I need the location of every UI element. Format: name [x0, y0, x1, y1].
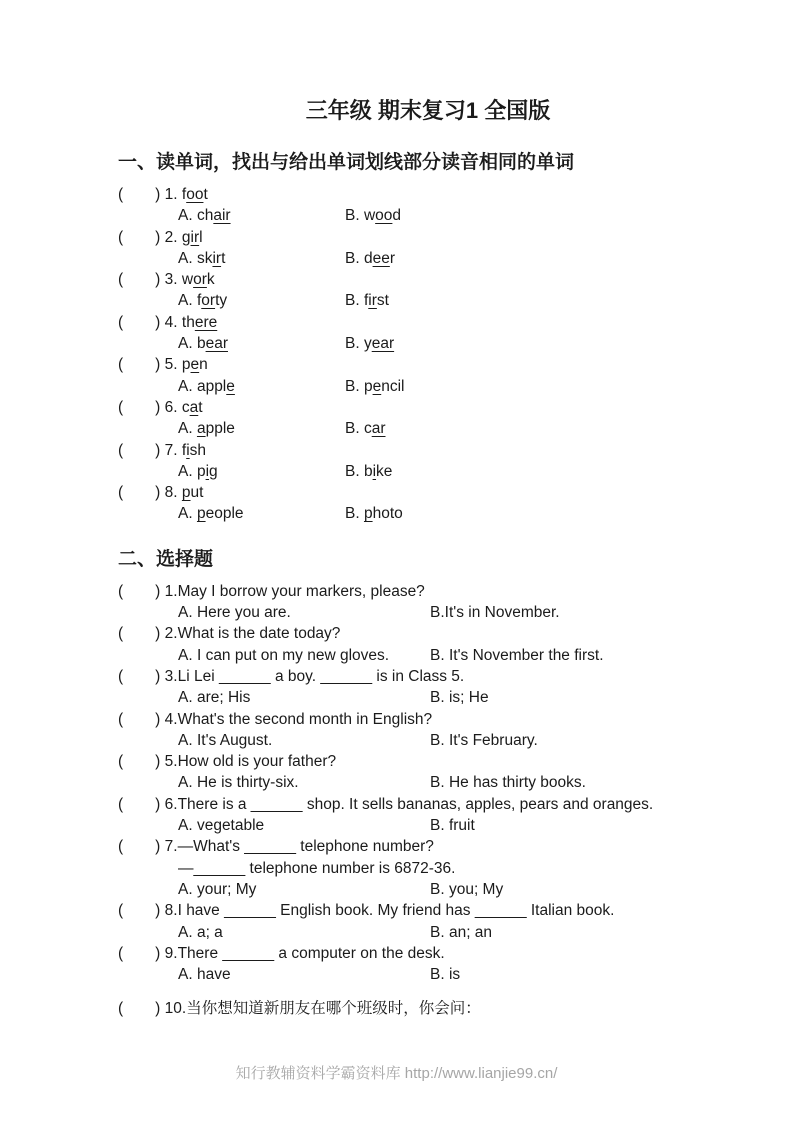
question-line: ( ) 7.—What's ______ telephone number?	[118, 838, 434, 856]
question-line: ( ) 7. fish	[118, 441, 207, 459]
option-b: B. It's November the first.	[430, 646, 604, 664]
question-word: fish	[181, 441, 207, 459]
question-line: ( ) 5.How old is your father?	[118, 753, 337, 771]
answer-bracket: ( )	[118, 441, 161, 459]
underlined-part: ir	[190, 228, 200, 246]
question-line: ( ) 8.I have ______ English book. My friend has ______ Italian book.	[118, 902, 615, 920]
question-word: cat	[181, 398, 203, 416]
question-line: ( ) 1.May I borrow your markers, please?	[118, 582, 425, 600]
answer-bracket: ( )	[118, 625, 161, 643]
option-row	[118, 879, 738, 900]
answer-bracket: ( )	[118, 186, 161, 203]
question-word: there	[181, 313, 218, 331]
option-row	[118, 418, 738, 439]
option-b: B. first	[345, 292, 389, 310]
option-b: B. year	[345, 335, 395, 353]
question-line: ( ) 6. cat	[118, 398, 203, 416]
option-b: B. bike	[345, 462, 393, 480]
underlined-part: or	[193, 271, 207, 289]
option-row	[118, 333, 738, 354]
answer-bracket: ( )	[118, 838, 161, 856]
question-line: ( ) 9.There ______ a computer on the desk.	[118, 944, 445, 962]
option-b: B. fruit	[430, 817, 475, 835]
option-b: B. He has thirty books.	[430, 774, 586, 792]
underlined-part: ir	[368, 292, 377, 310]
option-b: B. an; an	[430, 923, 493, 941]
answer-bracket: ( )	[118, 1000, 161, 1018]
option-a: A. people	[178, 505, 244, 523]
answer-bracket: ( )	[118, 795, 161, 813]
underlined-part: i	[205, 462, 210, 480]
section1-heading: 一、读单词，找出与给出单词划线部分读音相同的单词	[118, 152, 575, 173]
underlined-part: or	[201, 292, 216, 310]
option-b: B. is; He	[430, 689, 489, 707]
underlined-part: p	[196, 505, 206, 523]
option-row	[118, 645, 738, 666]
underlined-part: ar	[371, 420, 386, 438]
underlined-part: ir	[212, 249, 222, 267]
option-b: B. pencil	[345, 377, 405, 395]
option-row	[118, 815, 738, 836]
option-row	[118, 205, 738, 226]
option-a: A. forty	[178, 292, 228, 310]
option-a: A. He is thirty-six.	[178, 774, 299, 792]
option-b: B. deer	[345, 249, 395, 267]
footer-watermark: 知行教辅资料学霸资料库 http://www.lianjie99.cn/	[235, 1065, 558, 1082]
option-row	[118, 730, 738, 751]
option-a: A. a; a	[178, 923, 223, 941]
option-b: B. you; My	[430, 880, 504, 898]
exam-page	[118, 96, 738, 1020]
answer-bracket: ( )	[118, 398, 161, 416]
answer-bracket: ( )	[118, 356, 161, 374]
option-row	[118, 922, 738, 943]
underlined-part: ee	[372, 249, 390, 267]
option-a: A. vegetable	[178, 817, 265, 835]
question-line: ( ) 8. put	[118, 484, 204, 502]
question-continuation: —______ telephone number is 6872-36.	[178, 859, 456, 877]
question-word: put	[181, 484, 204, 502]
answer-bracket: ( )	[118, 271, 161, 289]
underlined-part: i	[372, 462, 377, 480]
option-a: A. bear	[178, 335, 228, 353]
question-line: ( ) 10.当你想知道新朋友在哪个班级时，你会问：	[118, 1000, 481, 1018]
section2-question-list	[118, 581, 738, 1020]
question-line: ( ) 3.Li Lei ______ a boy. ______ is in Class 5.	[118, 667, 465, 685]
option-row	[118, 602, 738, 623]
underlined-part: ear	[371, 335, 395, 353]
option-a: A. chair	[178, 207, 231, 225]
option-a: A. apple	[178, 377, 235, 395]
underlined-part: ere	[194, 313, 218, 331]
option-row	[118, 248, 738, 269]
option-b: B.It's in November.	[430, 604, 560, 622]
answer-bracket: ( )	[118, 667, 161, 685]
option-a: A. pig	[178, 462, 218, 480]
option-a: A. skirt	[178, 249, 226, 267]
question-line: ( ) 2.What is the date today?	[118, 625, 341, 643]
underlined-part: ear	[205, 335, 228, 353]
question-word: pen	[181, 356, 208, 374]
question-line: ( ) 5. pen	[118, 356, 208, 374]
answer-bracket: ( )	[118, 484, 161, 502]
answer-bracket: ( )	[118, 753, 161, 771]
option-a: A. your; My	[178, 880, 257, 898]
underlined-part: oo	[375, 207, 393, 225]
question-word: girl	[181, 228, 203, 246]
answer-bracket: ( )	[118, 710, 161, 728]
answer-bracket: ( )	[118, 902, 161, 920]
option-a: A. have	[178, 966, 231, 984]
option-row	[118, 687, 738, 708]
answer-bracket: ( )	[118, 582, 161, 600]
option-a: A. It's August.	[178, 731, 273, 749]
option-row	[118, 964, 738, 985]
underlined-part: e	[190, 356, 200, 374]
underlined-part: p	[363, 505, 373, 523]
underlined-part: air	[213, 207, 231, 225]
underlined-part: a	[196, 420, 206, 438]
underlined-part: p	[181, 484, 191, 502]
option-a: A. are; His	[178, 689, 251, 707]
option-b: B. is	[430, 966, 461, 984]
question-line: ( ) 1. foot	[118, 186, 208, 203]
answer-bracket: ( )	[118, 313, 161, 331]
question-line: ( ) 4. there	[118, 313, 218, 331]
question-line: ( ) 2. girl	[118, 228, 203, 246]
option-row	[118, 290, 738, 311]
option-row	[118, 376, 738, 397]
underlined-part: i	[186, 441, 190, 459]
answer-bracket: ( )	[118, 228, 161, 246]
underlined-part: oo	[186, 186, 204, 203]
question-word: foot	[181, 186, 208, 203]
underlined-part: e	[226, 377, 235, 395]
question-word: work	[181, 271, 215, 289]
option-a: A. Here you are.	[178, 604, 291, 622]
option-b: B. photo	[345, 505, 403, 523]
option-b: B. wood	[345, 207, 402, 225]
question-line: ( ) 4.What's the second month in English?	[118, 710, 433, 728]
section2-heading: 二、选择题	[118, 548, 214, 570]
question-line: ( ) 6.There is a ______ shop. It sells bananas, apples, pears and oranges.	[118, 795, 654, 813]
option-a: A. I can put on my new gloves.	[178, 646, 390, 664]
page-title: 三年级 期末复习1 全国版	[305, 98, 551, 123]
underlined-part: a	[189, 398, 199, 416]
option-a: A. apple	[178, 420, 235, 438]
section1-question-list	[118, 184, 738, 525]
answer-bracket: ( )	[118, 944, 161, 962]
option-b: B. car	[345, 420, 386, 438]
option-row	[118, 772, 738, 793]
option-row	[118, 503, 738, 524]
option-b: B. It's February.	[430, 731, 538, 749]
question-line: ( ) 3. work	[118, 271, 215, 289]
underlined-part: e	[372, 377, 382, 395]
option-row	[118, 461, 738, 482]
